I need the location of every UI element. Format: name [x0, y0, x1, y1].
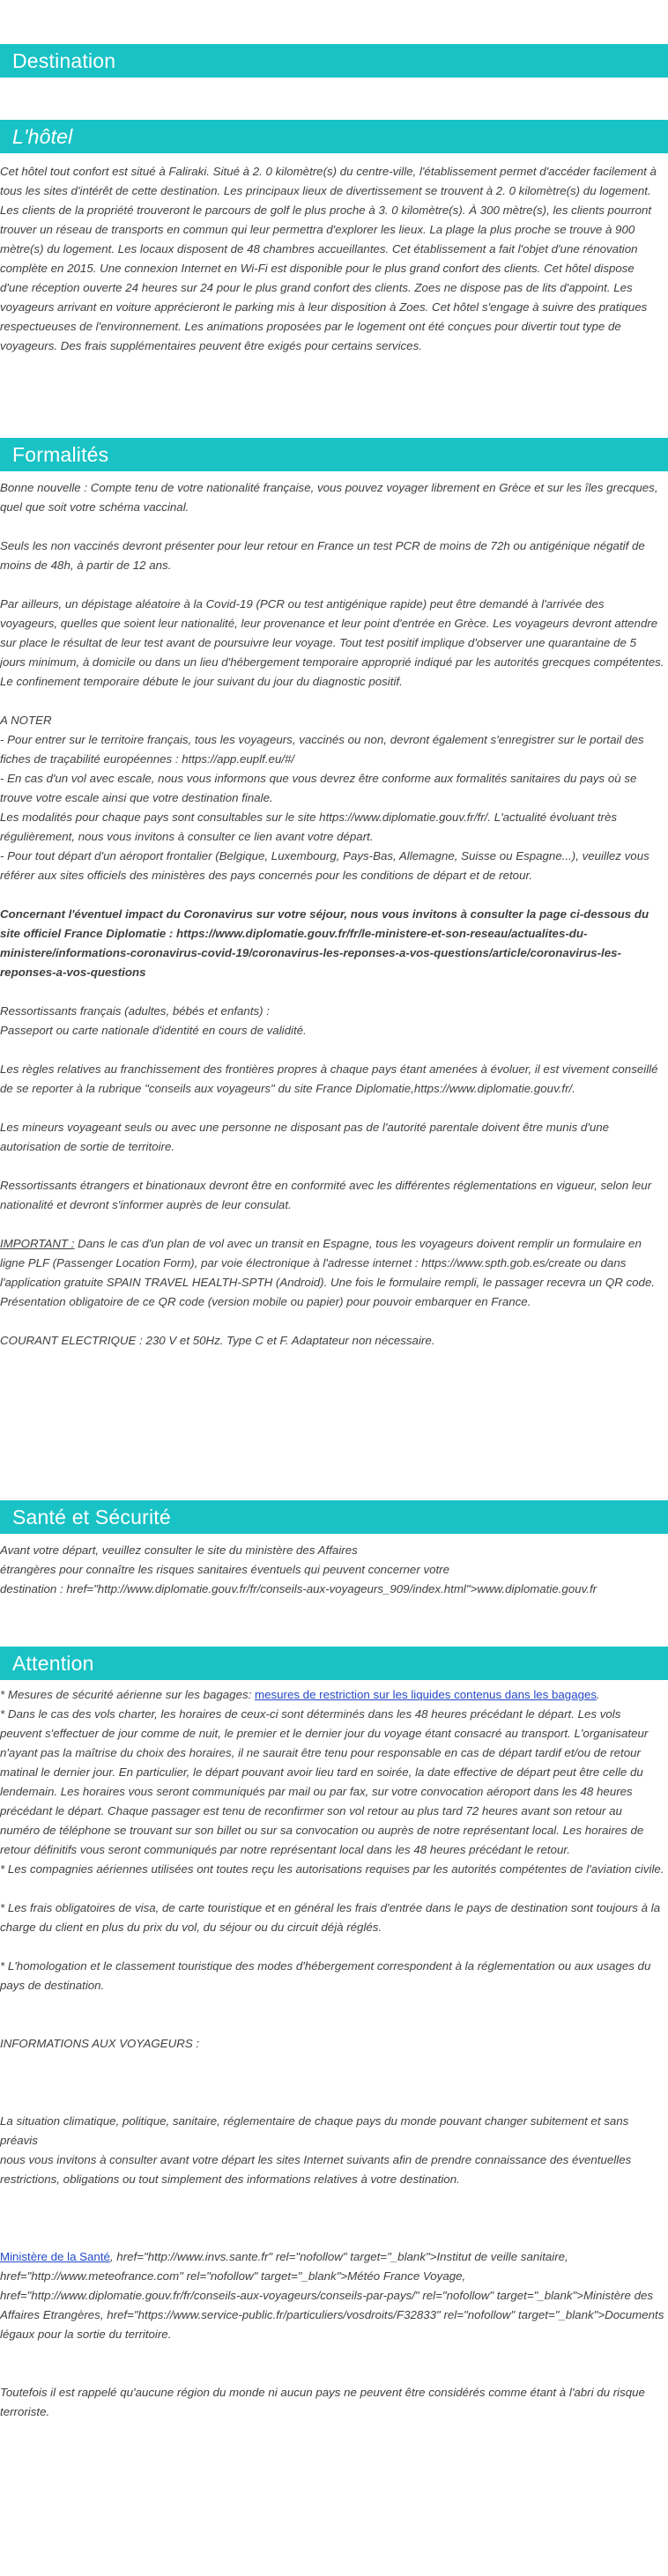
links-text: , href="http://www.invs.sante.fr" rel="nofollow" target="_blank">Institut de veille sanitaire, href="http://www.meteofrance.com" rel="nofollow" target="_blank">Météo France Voyage, href="http://www.diplomatie.gouv.fr/fr/conseils-aux-voyageurs/conseils-par-pays/" rel="nofollow" target="_blank">Ministère des Affaires Etrangères, href="https://www.service-public.fr/particuliers/vosdroits/F32833" rel="nofollow" target="_blank">Documents légaux pour la sortie du territoire.	[0, 2250, 664, 2341]
charter-paragraph: * Dans le cas des vols charter, les horaires de ceux-ci sont déterminés dans les 48 heures précédant le départ. Les vols peuvent s'effectuer de jour comme de nuit, le premier et le dernier jour du voyage étant consacré au transport. L'organisateur n'ayant pas la maîtrise du choix des horaires, il ne saurait être tenu pour responsable en cas de départ tardif et/ou de retour matinal le dernier jour. En particulier, le départ pouvant avoir lieu tard en soirée, la date effective de départ peut être celle du lendemain. Les horaires vous seront communiqués par mail ou par fax, sur votre convocation aéroport dans les 48 heures précédant le départ. Chaque passager est tenu de reconfirmer son vol retour au plus tard 72 heures avant son retour au numéro de téléphone se trouvant sur son billet ou sur sa convocation ou auprès de notre représentant local. Les horaires de retour définitifs vous seront communiqués par notre représentant local dans les 48 heures précédant le retour.	[0, 1707, 649, 1856]
bagages-suffix: .	[597, 1688, 600, 1701]
homologation-paragraph: * L'homologation et le classement touristique des modes d'hébergement correspondent à la réglementation ou aux usages du pays de destination.	[0, 1959, 651, 1992]
attention-title: Attention	[12, 1651, 94, 1675]
important-paragraph	[0, 1234, 664, 1312]
sante-section	[0, 1541, 664, 1599]
formalites-title: Formalités	[12, 442, 109, 466]
sites-paragraph: nous vous invitons à consulter avant votre départ les sites Internet suivants afin de prendre connaissance des éventuelles restrictions, obligations ou tout simplement des informations relatives à votre destination.	[0, 2153, 632, 2186]
situation-paragraph: La situation climatique, politique, sanitaire, réglementaire de chaque pays du monde pouvant changer subitement et sans préavis	[0, 2114, 629, 2147]
formalites-paragraph-3: Par ailleurs, un dépistage aléatoire à la Covid-19 (PCR ou test antigénique rapide) peut être demandé à l'arrivée des voyageurs, quelles que soient leur nationalité, leur provenance et leur point d'entrée en Grèce. Les voyageurs devront attendre sur place le résultat de leur test avant de poursuivre leur voyage. Tout test positif implique d'observer une quarantaine de 5 jours minimum, à domicile ou dans un lieu d'hébergement temporaire approprié indiqué par les autorités grecques compétentes. Le confinement temporaire débute le jour suivant du jour du diagnostic positif.	[0, 597, 664, 688]
links-paragraph	[0, 2247, 664, 2344]
important-label: IMPORTANT :	[0, 1237, 75, 1250]
bagages-paragraph	[0, 1685, 664, 1705]
sante-line-1: Avant votre départ, veuillez consulter le site du ministère des Affaires	[0, 1543, 358, 1557]
attention-section	[0, 1685, 664, 2422]
informations-title: INFORMATIONS AUX VOYAGEURS :	[0, 2037, 200, 2050]
important-text: Dans le cas d'un plan de vol avec un transit en Espagne, tous les voyageurs doivent remplir un formulaire en ligne PLF (Passenger Location Form), par voie électronique à l'adresse internet : https://www.spth.gob.es/create ou dans l'application gratuite SPAIN TRAVEL HEALTH-SPTH (Android). Une fois le formulaire rempli, le passager recevra un QR code. Présentation obligatoire de ce QR code (version mobile ou papier) pour pouvoir embarquer en France.	[0, 1237, 656, 1308]
mineurs-paragraph: Les mineurs voyageant seuls ou avec une personne ne disposant pas de l'autorité parentale doivent être munis d'une autorisation de sortie de territoire.	[0, 1121, 610, 1153]
bagages-prefix: * Mesures de sécurité aérienne sur les bagages:	[0, 1688, 255, 1701]
note-item-1: - Pour entrer sur le territoire français, tous les voyageurs, vaccinés ou non, devront également s'enregistrer sur le portail des fiches de traçabilité européennes : https://app.euplf.eu/#/	[0, 733, 644, 766]
note-item-4: - Pour tout départ d'un aéroport frontalier (Belgique, Luxembourg, Pays-Bas, Allemagne, Suisse ou Espagne...), veuillez vous référer aux sites officiels des ministères des pays concernés pour les conditions de départ et de retour.	[0, 849, 649, 882]
sante-line-2: étrangères pour connaître les risques sanitaires éventuels qui peuvent concerner votre	[0, 1563, 450, 1576]
ressortissants-label: Ressortissants français (adultes, bébés et enfants) :	[0, 1004, 270, 1018]
sante-header	[0, 1500, 668, 1534]
hotel-section	[0, 162, 664, 356]
compagnies-paragraph: * Les compagnies aériennes utilisées ont toutes reçu les autorisations requises par les autorités compétentes de l'aviation civile.	[0, 1862, 664, 1876]
sante-line-3: destination : href="http://www.diplomatie.gouv.fr/fr/conseils-aux-voyageurs_909/index.html">www.diplomatie.gouv.fr	[0, 1582, 597, 1595]
note-title: A NOTER	[0, 714, 52, 727]
formalites-paragraph-1: Bonne nouvelle : Compte tenu de votre nationalité française, vous pouvez voyager librement en Grèce et sur les îles grecques, quel que soit votre schéma vaccinal.	[0, 481, 658, 514]
terrorisme-paragraph: Toutefois il est rappelé qu'aucune région du monde ni aucun pays ne peuvent être considérés comme étant à l'abri du risque terroriste.	[0, 2386, 645, 2418]
note-item-3: Les modalités pour chaque pays sont consultables sur le site https://www.diplomatie.gouv.fr/fr/. L'actualité évoluant très régulièrement, nous vous invitons à consulter ce lien avant votre départ.	[0, 811, 618, 843]
liquides-restriction-link[interactable]: mesures de restriction sur les liquides contenus dans les bagages	[255, 1688, 597, 1701]
formalites-section	[0, 478, 664, 1351]
hotel-title: L'hôtel	[12, 124, 73, 148]
courant-electrique: COURANT ELECTRIQUE : 230 V et 50Hz. Type C et F. Adaptateur non nécessaire.	[0, 1334, 435, 1347]
ressortissants-documents: Passeport ou carte nationale d'identité en cours de validité.	[0, 1024, 307, 1037]
destination-header	[0, 44, 668, 78]
destination-title: Destination	[12, 48, 116, 72]
hotel-header	[0, 120, 668, 153]
hotel-description: Cet hôtel tout confort est situé à Faliraki. Situé à 2. 0 kilomètre(s) du centre-ville, l'établissement permet d'accéder facilement à tous les sites d'intérêt de cette destination. Les principaux lieux de divertissement se trouvent à 2. 0 kilomètre(s) du logement. Les clients de la propriété trouveront le parcours de golf le plus proche à 3. 0 kilomètre(s). À 300 mètre(s), les clients pourront trouver un réseau de transports en commun qui leur permettra d'explorer les lieux. La plage la plus proche se trouve à 900 mètre(s) du logement. Les locaux disposent de 48 chambres accueillantes. Cet établissement a fait l'objet d'une rénovation complète en 2015. Une connexion Internet en Wi-Fi est disponible pour le plus grand confort des clients. Cet hôtel dispose d'une réception ouverte 24 heures sur 24 pour le plus grand confort des clients. Zoes ne dispose pas de lits d'appoint. Les voyageurs arrivant en voiture apprécieront le parking mis à leur disposition à Zoes. Cet hôtel s'engage à suivre des pratiques respectueuses de l'environnement. Les animations proposées par le logement ont été conçues pour divertir tout type de voyageurs. Des frais supplémentaires peuvent être exigés pour certains services.	[0, 165, 657, 352]
frontieres-paragraph: Les règles relatives au franchissement des frontières propres à chaque pays étant amenées à évoluer, il est vivement conseillé de se reporter à la rubrique "conseils aux voyageurs" du site France Diplomatie,https://www.diplomatie.gouv.fr/.	[0, 1062, 658, 1095]
etrangers-paragraph: Ressortissants étrangers et binationaux devront être en conformité avec les différentes réglementations en vigueur, selon leur nationalité et devront s'informer auprès de leur consulat.	[0, 1179, 652, 1211]
frais-paragraph: * Les frais obligatoires de visa, de carte touristique et en général les frais d'entrée dans le pays de destination sont toujours à la charge du client en plus du prix du vol, du séjour ou du circuit déjà réglés.	[0, 1901, 661, 1934]
note-item-2: - En cas d'un vol avec escale, nous vous informons que vous devrez être conforme aux formalités sanitaires du pays où se trouve votre escale ainsi que votre destination finale.	[0, 772, 637, 804]
formalites-paragraph-2: Seuls les non vaccinés devront présenter pour leur retour en France un test PCR de moins de 72h ou antigénique négatif de moins de 48h, à partir de 12 ans.	[0, 539, 645, 572]
attention-header	[0, 1647, 668, 1680]
ministere-sante-link[interactable]: Ministère de la Santé	[0, 2250, 110, 2263]
coronavirus-notice: Concernant l'éventuel impact du Coronavirus sur votre séjour, nous vous invitons à consulter la page ci-dessous du site officiel France Diplomatie : https://www.diplomatie.gouv.fr/fr/le-ministere-et-son-reseau/actualites-du-ministere/informations-coronavirus-covid-19/coronavirus-les-reponses-a-vos-questions/article/coronavirus-les-reponses-a-vos-questions	[0, 907, 649, 979]
formalites-header	[0, 438, 668, 471]
sante-title: Santé et Sécurité	[12, 1505, 171, 1529]
